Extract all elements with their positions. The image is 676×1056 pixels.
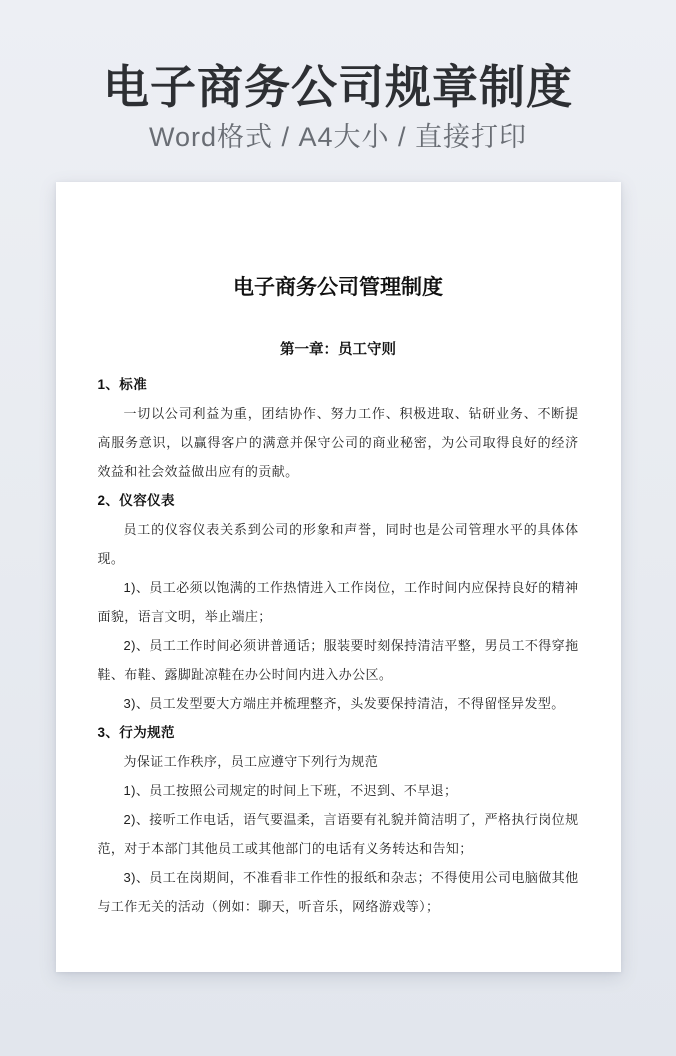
- document-sheet: [56, 182, 621, 972]
- paragraph: 2)、员工工作时间必须讲普通话；服装要时刻保持清洁平整，男员工不得穿拖鞋、布鞋、露脚趾凉鞋在办公时间内进入办公区。: [97, 638, 579, 683]
- paragraph: 3)、员工在岗期间，不准看非工作性的报纸和杂志；不得使用公司电脑做其他与工作无关的活动（例如：聊天，听音乐，网络游戏等）；: [97, 870, 579, 915]
- paragraph: 1)、员工按照公司规定的时间上下班，不迟到、不早退；: [123, 783, 458, 799]
- paragraph: 2)、接听工作电话，语气要温柔，言语要有礼貌并简洁明了，严格执行岗位规范，对于本部门其他员工或其他部门的电话有义务转达和告知；: [97, 812, 579, 857]
- section-heading-standards: 1、标准: [97, 377, 148, 393]
- chapter-heading: 第一章：员工守则: [280, 342, 396, 359]
- poster-subtitle: Word格式 / A4大小 / 直接打印: [148, 122, 528, 153]
- paragraph: 一切以公司利益为重，团结协作、努力工作、积极进取、钻研业务、不断提高服务意识，以赢得客户的满意并保守公司的商业秘密，为公司取得良好的经济效益和社会效益做出应有的贡献。: [97, 406, 579, 480]
- poster-header: [0, 0, 676, 155]
- paragraph: 3)、员工发型要大方端庄并梳理整齐，头发要保持清洁，不得留怪异发型。: [123, 696, 565, 712]
- document-body: [98, 370, 579, 921]
- document-title: 电子商务公司管理制度: [233, 276, 443, 300]
- paragraph: 1)、员工必须以饱满的工作热情进入工作岗位，工作时间内应保持良好的精神面貌，语言文明，举止端庄；: [97, 580, 579, 625]
- paragraph: 为保证工作秩序，员工应遵守下列行为规范: [123, 754, 379, 770]
- poster-title: 电子商务公司规章制度: [103, 61, 573, 113]
- section-heading-appearance: 2、仪容仪表: [97, 493, 175, 509]
- paragraph: 员工的仪容仪表关系到公司的形象和声誉，同时也是公司管理水平的具体体现。: [97, 522, 579, 567]
- section-heading-conduct: 3、行为规范: [97, 725, 175, 741]
